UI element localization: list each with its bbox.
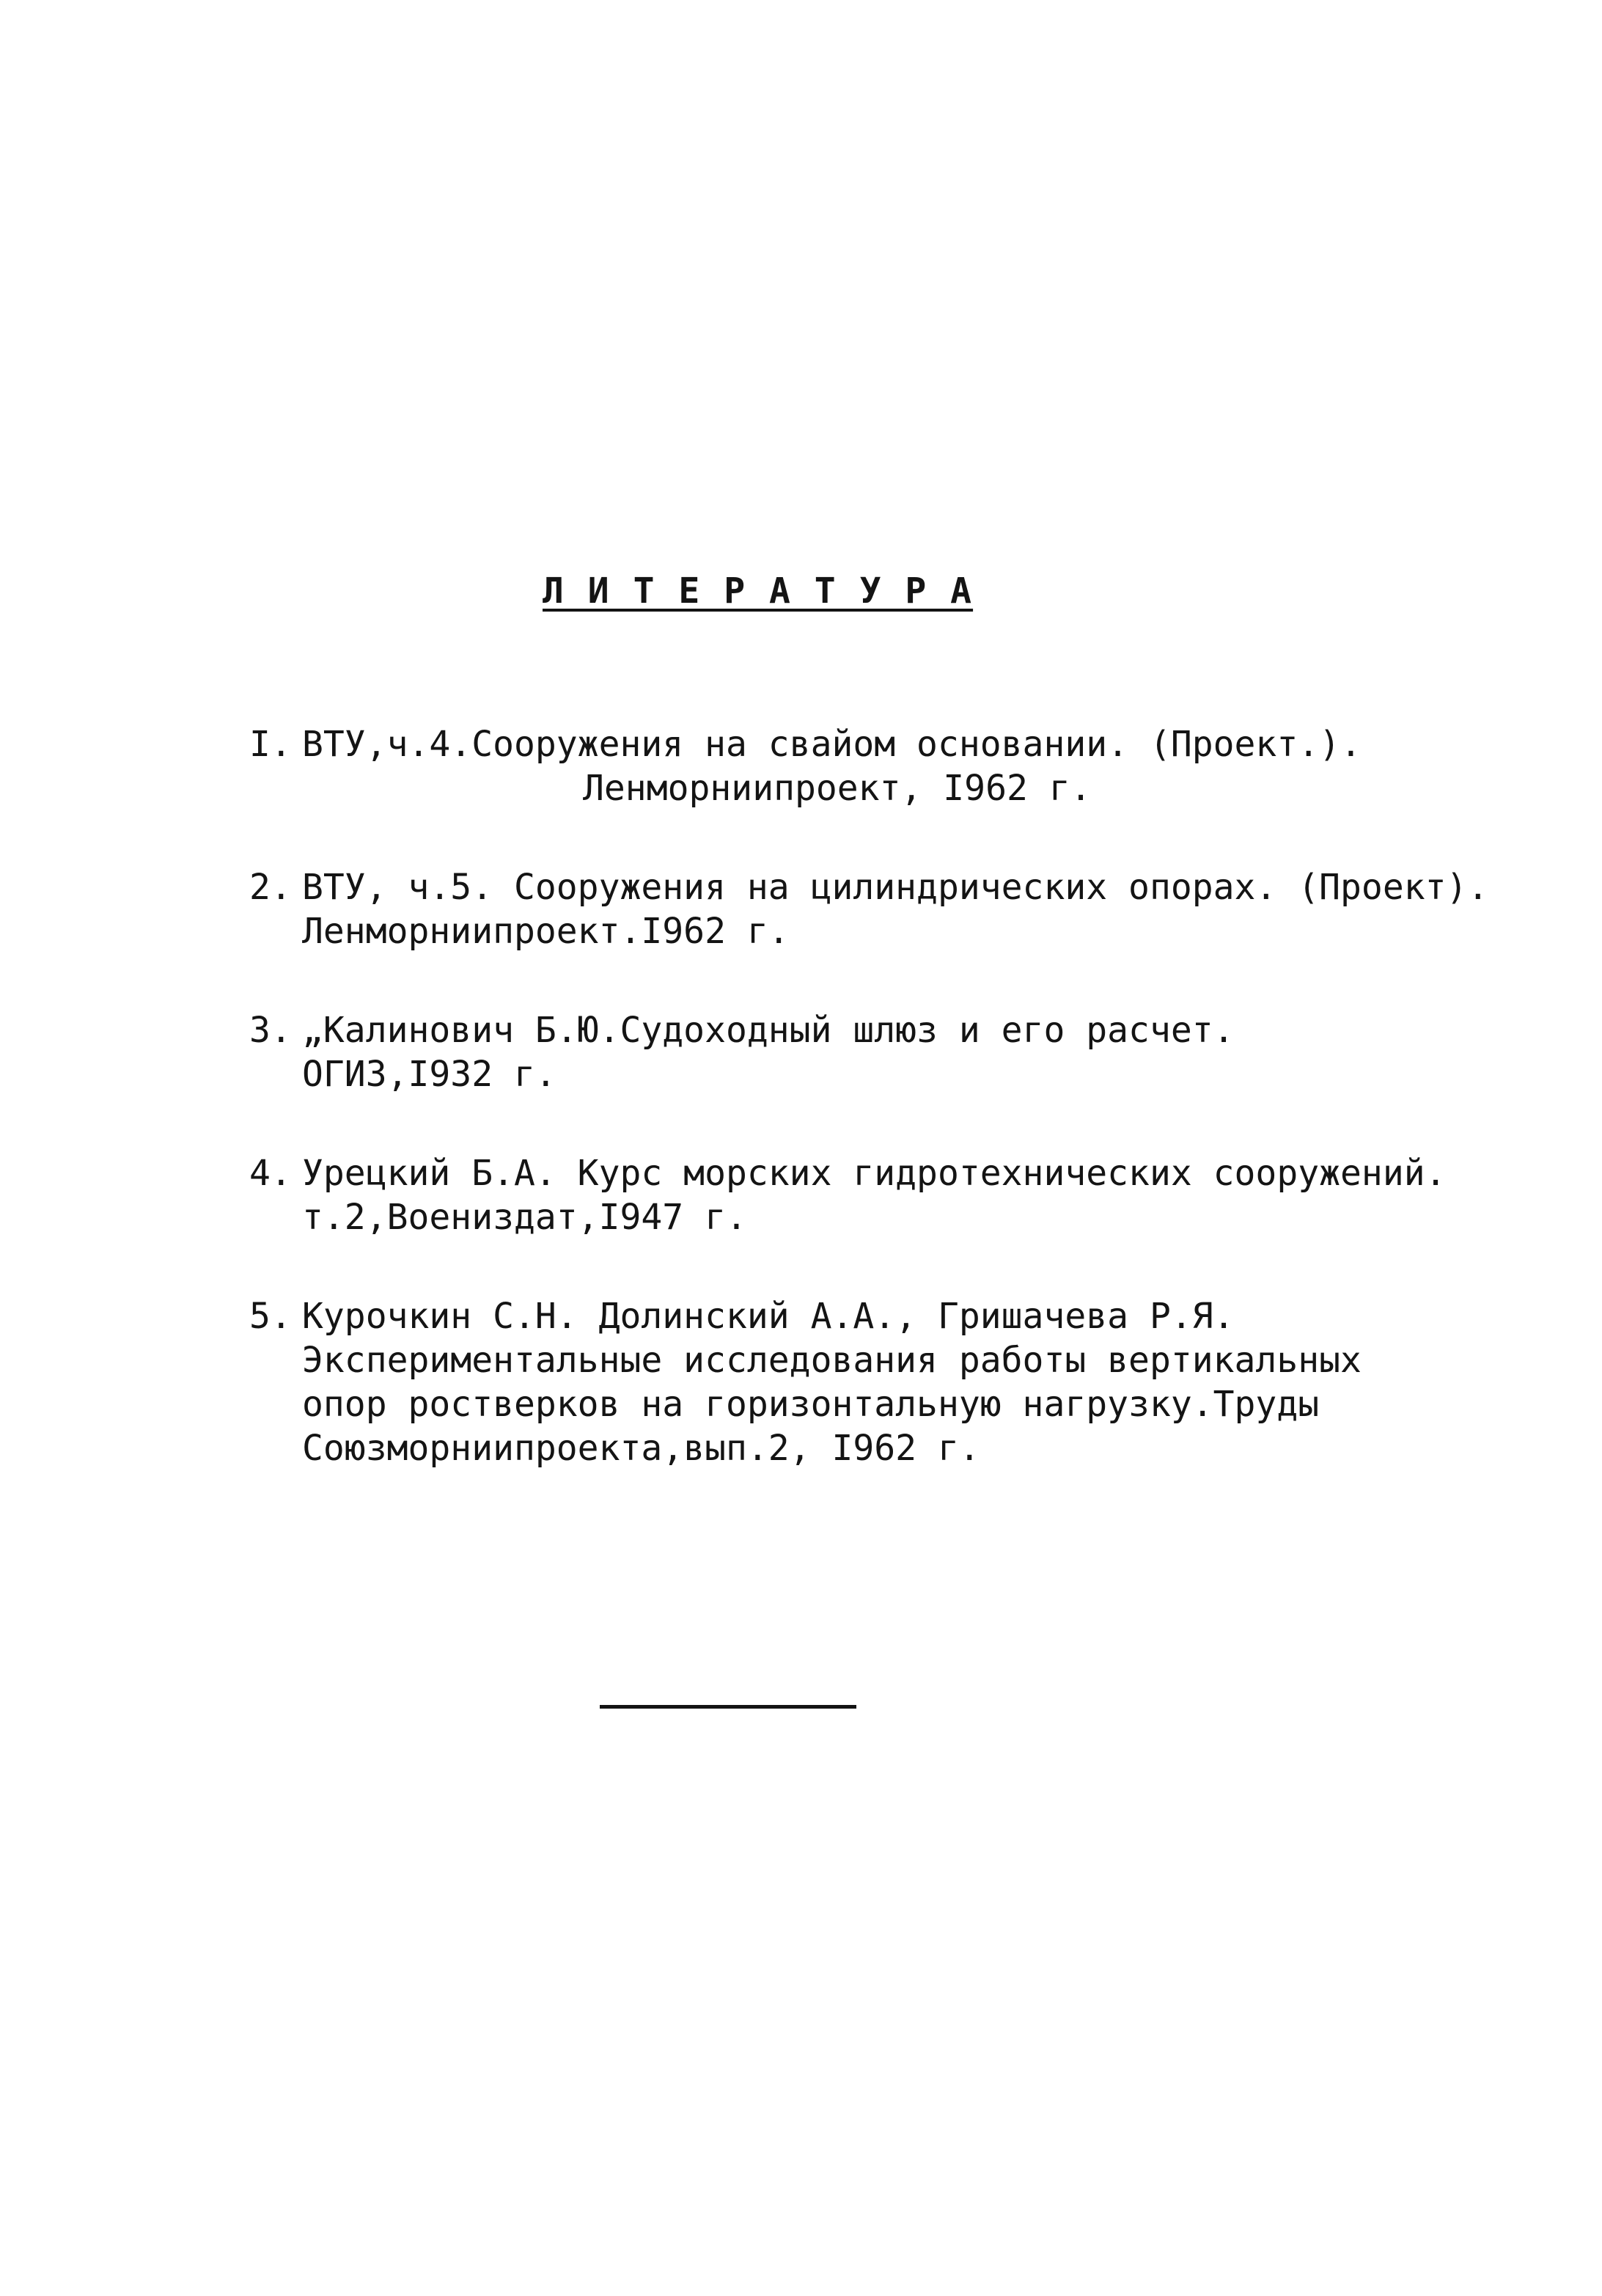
reference-text-line: ВТУ, ч.5. Сооружения на цилиндрических опорах. (Проект).	[302, 867, 1489, 908]
reference-item-1	[249, 722, 1362, 810]
reference-text-line: Курочкин С.Н. Долинский А.А., Гришачева Р.Я.	[302, 1296, 1235, 1337]
reference-text-line: ВТУ,ч.4.Сооружения на свайом основании. (Проект.).	[302, 724, 1362, 765]
reference-item-2	[249, 865, 1488, 953]
reference-item-3	[249, 1008, 1235, 1096]
reference-text-line: опор ростверков на горизонтальную нагрузку.Труды	[302, 1384, 1320, 1425]
reference-text-line: Урецкий Б.А. Курс морских гидротехнических сооружений.	[302, 1153, 1447, 1194]
reference-text-line: Союзморниипроекта,вып.2, I962 г.	[302, 1428, 980, 1469]
reference-item-5	[249, 1294, 1362, 1470]
reference-number: I.	[249, 724, 292, 765]
reference-text-line: Экспериментальные исследования работы вертикальных	[302, 1340, 1362, 1381]
reference-text-line: Ленморниипроект, I962 г.	[583, 768, 1092, 809]
reference-number: 4.	[249, 1153, 292, 1194]
reference-number: 5.	[249, 1296, 292, 1337]
reference-number: 3.	[249, 1010, 292, 1051]
reference-number: 2.	[249, 867, 292, 908]
reference-text-line: т.2,Воениздат,I947 г.	[302, 1197, 747, 1238]
reference-text-line: ОГИЗ,I932 г.	[302, 1054, 556, 1095]
reference-text-line: „Калинович Б.Ю.Судоходный шлюз и его расчет.	[302, 1010, 1235, 1051]
reference-item-4	[249, 1151, 1447, 1239]
end-divider	[600, 1705, 856, 1709]
page-title: Л И Т Е Р А Т У Р А	[543, 571, 974, 612]
reference-text-line: Ленморниипроект.I962 г.	[302, 911, 790, 952]
